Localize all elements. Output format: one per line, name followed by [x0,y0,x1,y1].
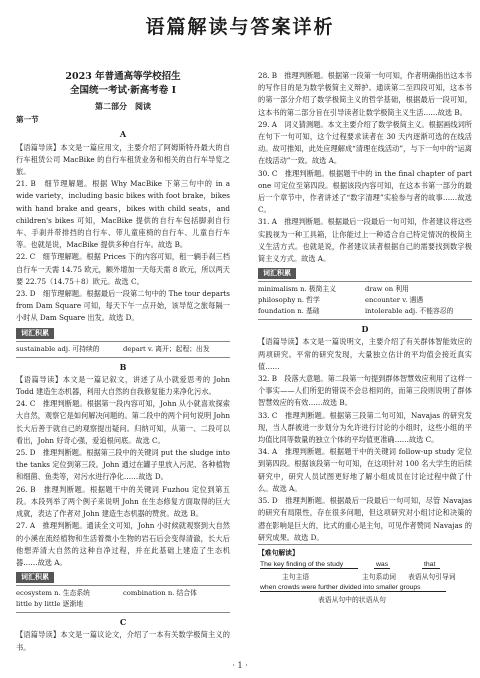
sentence-part-that: that [424,560,436,568]
vocab-item: foundation n. 基础 [258,307,320,316]
vocab-item [123,599,230,610]
exam-title-line1: 2023 年普通高等学校招生 [65,71,181,82]
underline [422,568,440,569]
right-column [258,70,472,606]
vocab-row [16,344,230,355]
vocab-item: draw on 利用 [365,285,409,294]
vocab-row [16,599,230,610]
vocab-row [258,306,472,317]
answer-26: 26. B 推理判断题。根据题干中的关键词 Fuzhou 定位到第五段。本段列举了两个例子来说明 John 在生态修复方面取得的巨大成就，表达了作者对 John 建造生态机器的赞赏。故选 B。 [16,484,230,519]
underline [260,591,446,592]
label-subject: 主句主语 [282,572,310,581]
page-title: 语篇解读与答案详析 [145,16,335,38]
vocab-item: philosophy n. 哲学 [258,296,320,305]
label-that: 表语从句引导词 [408,572,456,581]
vocab-item: sustainable adj. 可持续的 [16,344,100,353]
section-title: 第一节 [16,115,39,125]
sentence-part-verb: was [376,560,389,568]
passage-letter-b: B [119,361,127,372]
answer-35: 35. D 推理判断题。根据最后一段最后一句可知，尽管 Navajas 的研究有局限性，存在很多问题，但这项研究对小组讨论和决策的潜在影响是巨大的，比式的重心是主句，可见作者赞同 Navajas 的研究成果。故选 D。 [258,496,472,542]
passage-letter-a: A [119,129,127,140]
part-title: 第二部分 阅读 [95,101,151,111]
label-when: 表语从句中的状语从句 [318,595,386,604]
answer-24: 24. C 推理判断题。根据第一段内容可知，John 从小就喜欢探索大自然，观察它是如何解决问题的。第二段中的两个问句说明 John 长大后善于就自己的观察提出疑问。归纳可知，从第一、二段可以看出，John 好奇心强，爱追根问底。故选 C。 [16,399,230,445]
answer-21: 21. B 细节理解题。根据 Why MacBike 下第三句中的 in a wide variety，including basic bikes with foot brake，bikes with hand brake and gears，bikes with child seats，and children's bikes 可知，MacBike 提供的自行车包括脚刹自行车、手刹并带排挡的自行车、带儿童座椅的自行车、儿童自行车等。也就是说，MacBike 提供多种自行车。故选 B。 [16,179,230,250]
page-number: · 1 · [232,661,248,670]
guide-b: 【语篇导读】本文是一篇记叙文，讲述了从小就爱思考的 John Todd 建造生态机器，利用大自然的自我修复能力来净化污水。 [16,374,230,397]
underline [374,568,390,569]
answer-32: 32. B 段落大意题。第二段第一句提到群体智慧效应利用了这样一个事实——人们所犯的错误不会总相同的，而第三段则说明了群体智慧效应的有效……故选 B。 [258,374,472,408]
answer-34: 34. A 推理判断题。根据题干中的关键词 follow-up study 定位到第四段。根据该段第一句可知，在这项针对 100 名大学生的后续研究中，研究人员试图更好地了解小组成员在讨论过程中做了什么。故选 A。 [258,447,472,493]
answer-29: 29. A 词义猜测题。本文主要介绍了数学极简主义。根据画线词所在句下一句可知，这个过程要求读者在 30 天内逐渐可选的在线活动。故可推知，此处应理解成“清理在线活动”，与下一句中的“运离在线活动”一致。故选 A。 [258,119,472,166]
vocab-item: minimalism n. 极简主义 [258,285,336,294]
vocab-item: encounter v. 遇遇 [365,296,424,305]
vocab-item: little by little 逐渐地 [16,600,84,609]
left-column [16,70,230,654]
guide-a: 【语篇导读】本文是一篇应用文，主要介绍了阿姆斯特丹最大的自行车租赁公司 MacBike 的自行车租赁业务和相关的自行车导览之旅。 [16,142,230,177]
vocab-box-b [16,585,230,613]
answer-23: 23. D 细节理解题。根据最后一段第二句中的 The tour departs from Dam Square 可知，每天下午一点开始，该导览之旅每隔一小时从 Dam Square 出发。故选 D。 [16,289,230,323]
sentence-analysis [258,544,472,606]
guide-d: 【语篇导读】本文是一篇说明文，主要介绍了有关群体智能效应的两项研究。平常的研究发现，大量独立估计的平均值会接近真实值…… [258,337,472,371]
vocab-row [258,284,472,295]
passage-letter-c: C [119,617,127,628]
sentence-part-when: when crowds were further divided into smaller groups [260,583,421,591]
vocab-heading-a: 词汇积累 [16,328,54,339]
exam-title-line2: 全国统一考试·新高考卷 I [69,85,177,96]
guide-c: 【语篇导读】本文是一篇议论文，介绍了一本有关数学极简主义的书。 [16,630,230,652]
vocab-row [16,588,230,599]
vocab-item: intolerable adj. 不能容忍的 [365,307,454,316]
underline [260,568,358,569]
vocab-item: depart v. 离开；起程；出发 [123,344,210,353]
answer-30: 30. C 推理判断题。根据题干中的 in the final chapter of part one 可定位至第四段。根据该段内容可知，在这本书第一部分的最后一个章节中，作者讲述了“数字清理”实验参与者的故事……故选 C。 [258,168,472,215]
vocab-item: combination n. 结合体 [123,589,197,598]
label-verb: 主句系动词 [362,572,396,581]
sentence-part-subject: The key finding of the study [260,560,344,568]
vocab-box-c [258,281,472,320]
answer-28: 28. B 推理判断题。根据第一段第一句可知，作者明确指出这本书的写作目的是为数学极简主义辩护。通读第二至四段可知，这本书的第一部分介绍了数学极简主义的哲学基础，根据最后一段可知，这本书的第二部分旨在引导读者让数学极简主义生活……故选 B。 [258,71,472,117]
answer-25: 25. D 推理判断题。根据第三段中的关键词 put the sludge into the tanks 定位到第三段。John 通过在罐子里放入污泥、各种植物和细菌、鱼类等，对污水进行净化……故选 D。 [16,448,230,482]
vocab-box-a [16,341,230,358]
sentence-heading: 【难句解读】 [258,548,299,557]
answer-22: 22. C 细节理解题。根据 Prices 下的内容可知，租一辆手刹三档自行车一天需 14.75 欧元，额外增加一天每天需 8 欧元，所以两天要 22.75（14.75＋8）欧元。故选 C。 [16,252,230,286]
vocab-heading-c: 词汇积累 [258,268,296,279]
answer-33: 33. C 推理判断题。根据第三段第二句可知，Navajas 的研究发现，当人群被进一步划分为允许进行讨论的小组时，这些小组的平均值比同等数量的独立个体的平均值更准确……故选 C。 [258,410,472,445]
vocab-item: ecosystem n. 生态系统 [16,589,90,598]
vocab-heading-b: 词汇积累 [16,572,54,583]
answer-31: 31. A 推理判断题。根据最后一段最后一句可知，作者建议将这些实践视为一种工具箱，让你能过上一种适合自己特定情况的极简主义生活方式。也就是说，作者建议读者根据自己的需要找到数字极简主义方式。故选 A。 [258,217,472,264]
answer-27: 27. A 推理判断题。通读全文可知，John 小时候就观察到大自然的小溪在流经植物和生活着微小生物的岩石后会变得清澈，长大后他想弄清大自然的这种自净过程，并在此基础上建造了生态机器……故选 A。 [16,521,230,567]
vocab-row [258,295,472,306]
passage-letter-d: D [361,324,369,335]
